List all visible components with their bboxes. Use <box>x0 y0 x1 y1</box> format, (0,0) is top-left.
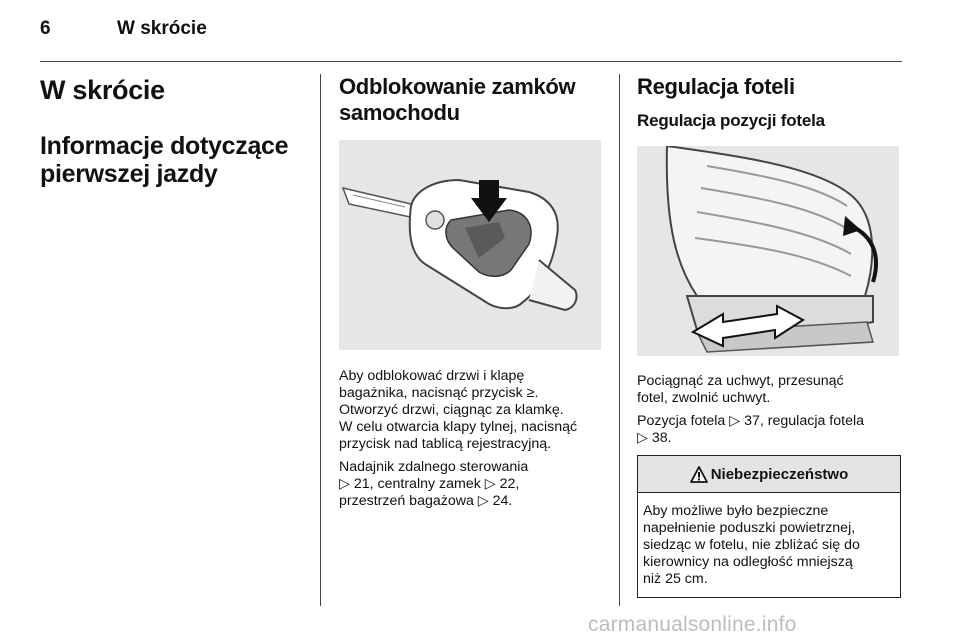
header-divider <box>40 61 902 62</box>
column-divider-2 <box>619 74 620 606</box>
unlocking-text <box>339 368 605 510</box>
text-line: W celu otwarcia klapy tylnej, nacisnąć <box>339 419 578 435</box>
warning-line: niż 25 cm. <box>643 571 708 587</box>
page-number: 6 <box>40 18 51 39</box>
warning-triangle-icon <box>690 466 708 483</box>
warning-line: siedząc w fotelu, nie zbliżać się do <box>643 537 860 553</box>
cross-reference-line: ▷ 21, centralny zamek ▷ 22, <box>339 476 520 492</box>
warning-title: Niebezpieczeństwo <box>710 465 849 483</box>
section-title-first-drive: Informacje dotyczące pierwszej jazdy <box>40 132 289 188</box>
seat-text <box>637 373 902 447</box>
text-line: bagażnika, nacisnąć przycisk ≥. <box>339 385 539 401</box>
text-line: Aby odblokować drzwi i klapę <box>339 368 525 384</box>
warning-line: kierownicy na odległość mniejszą <box>643 554 853 570</box>
seat-icon <box>637 146 899 356</box>
column-2 <box>339 74 605 516</box>
text-line: Pociągnąć za uchwyt, przesunąć <box>637 373 844 389</box>
key-fob-illustration <box>339 140 601 350</box>
cross-reference-line: Pozycja fotela ▷ 37, regulacja fotela <box>637 413 865 429</box>
column-divider-1 <box>320 74 321 606</box>
warning-line: Aby możliwe było bezpieczne <box>643 503 829 519</box>
column-3 <box>637 74 902 598</box>
text-line: Otworzyć drzwi, ciągnąc za klamkę. <box>339 402 564 418</box>
unlocking-paragraph-2 <box>339 459 605 510</box>
section-title-seat-adjustment: Regulacja foteli <box>637 74 795 99</box>
subsection-title-seat-position: Regulacja pozycji fotela <box>637 111 825 130</box>
key-fob-icon <box>339 140 601 350</box>
text-line: fotel, zwolnić uchwyt. <box>637 390 771 406</box>
column-1 <box>40 74 308 188</box>
cross-reference-line: ▷ 38. <box>637 430 672 446</box>
cross-reference-line: przestrzeń bagażowa ▷ 24. <box>339 493 513 509</box>
watermark: carmanualsonline.info <box>588 613 797 636</box>
unlocking-paragraph-1 <box>339 368 605 453</box>
seat-paragraph-1 <box>637 373 902 407</box>
danger-warning-box <box>637 455 901 598</box>
seat-adjustment-illustration <box>637 146 899 356</box>
chapter-title: W skrócie <box>40 75 165 105</box>
warning-line: napełnienie poduszki powietrznej, <box>643 520 856 536</box>
seat-paragraph-2 <box>637 413 902 447</box>
section-title-unlocking: Odblokowanie zamków samochodu <box>339 74 576 125</box>
warning-header <box>638 456 900 493</box>
running-title: W skrócie <box>117 18 207 39</box>
warning-body <box>638 493 900 597</box>
text-line: przycisk nad tablicą rejestracyjną. <box>339 436 552 452</box>
text-line: Nadajnik zdalnego sterowania <box>339 459 529 475</box>
